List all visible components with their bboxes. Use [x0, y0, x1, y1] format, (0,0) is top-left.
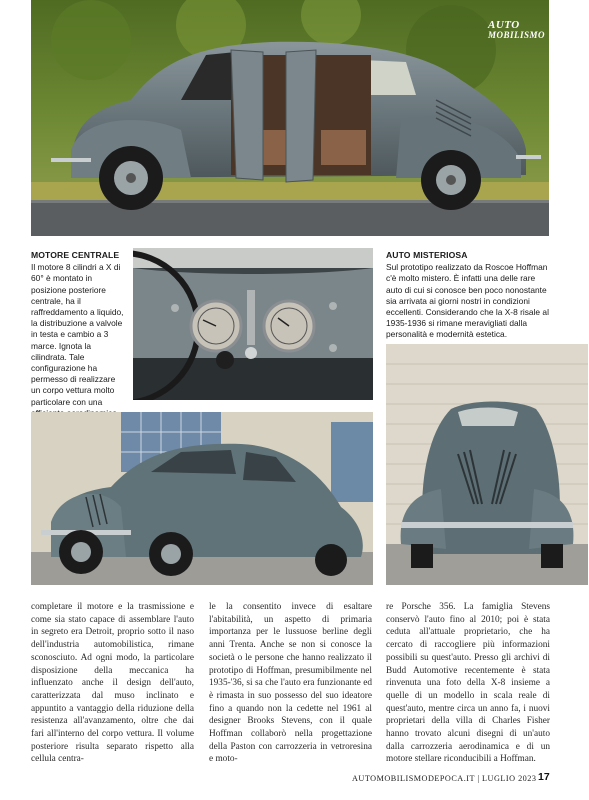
body-column-3: re Porsche 356. La famiglia Stevens conservò l'auto fino al 2010; poi è stata ceduta all'attuale proprietario, che ha cercato di raccogliere più informazioni possibili su quest'auto. Presso gli archivi di Budd Automotive recentemente è stata rinvenuta una foto della X-8 insieme a quelle di un modello in scala reale di quest'auto, mentre circa un anno fa, i nuovi proprietari della villa di Charles Fisher hanno trovato alcuni disegni di un'auto dalla carrozzeria aerodinamica e di un motore stellare riconducibili a Hoffman.	[386, 602, 550, 765]
caption-auto-misteriosa	[386, 250, 550, 341]
caption-text: Il motore 8 cilindri a X di 60° è montato in posizione posteriore centrale, ha il raffreddamento a liquido, la distribuzione a valvole in testa e cambio a 3 marce. Ignota la cilindrata. Tale configurazione ha permesso di realizzare un corpo vettura molto particolare con una	[31, 262, 124, 407]
footer-site: AUTOMOBILISMODEPOCA.IT | LUGLIO 2023	[352, 774, 537, 783]
caption-text: Sul prototipo realizzato da Roscoe Hoffman c'è molto mistero. È infatti una delle rare auto di cui si conosce ben poco nonostante sia arrivata ai giorni nostri in condizioni eccellenti. Considerando che la X-8 risale al 1935-1936 si rimane meravigliati dalla personalità e modernità estetica.	[386, 262, 549, 340]
caption-title: MOTORE CENTRALE	[31, 250, 120, 260]
logo-line2: MOBILISMO	[488, 30, 546, 40]
photo-rear-view	[386, 344, 588, 585]
body-column-2: le la consentito invece di esaltare l'abitabilità, un aspetto di primaria importanza per le lussuose berline degli anni Trenta. Anche se non si conosce la società o le persone che hanno realizzato il prototipo di Hoffman, presumibilmente nel 1935-'36, si sa che l'auto era funzionante ed è rimasta in suo possesso del suo ideatore fino a quando non la cedette nel 1961 al designer Brooks Stevens, con il quale Hoffman collaborò nella progettazione della Paston con carrozzeria in vetroresina e moto-	[209, 602, 372, 765]
logo-line1: AUTO	[488, 19, 520, 31]
magazine-logo	[488, 20, 548, 40]
photo-dashboard	[133, 248, 373, 400]
photo-front-three-quarter	[31, 412, 373, 585]
page-number: 17	[538, 771, 550, 783]
caption-motore-centrale	[31, 250, 125, 419]
body-column-1: completare il motore e la trasmissione e come sia stato capace di assemblare l'auto in segreto era Detroit, proprio sotto il naso dell'industria automobilistica, rimane sconosciuto. Ad ogni modo, la particolare disposizione della meccanica ha influenzato anche il design dell'auto, caratterizzata dal muso inclinato e appuntito a vantaggio della riduzione della resistenza all'avanzamento, oltre che dai fari all'interno del corpo vettura. Il volume posteriore risulta separato rispetto alla cellula centra-	[31, 602, 194, 765]
photo-side-view-open-doors	[31, 0, 549, 236]
caption-title: AUTO MISTERIOSA	[386, 250, 468, 260]
